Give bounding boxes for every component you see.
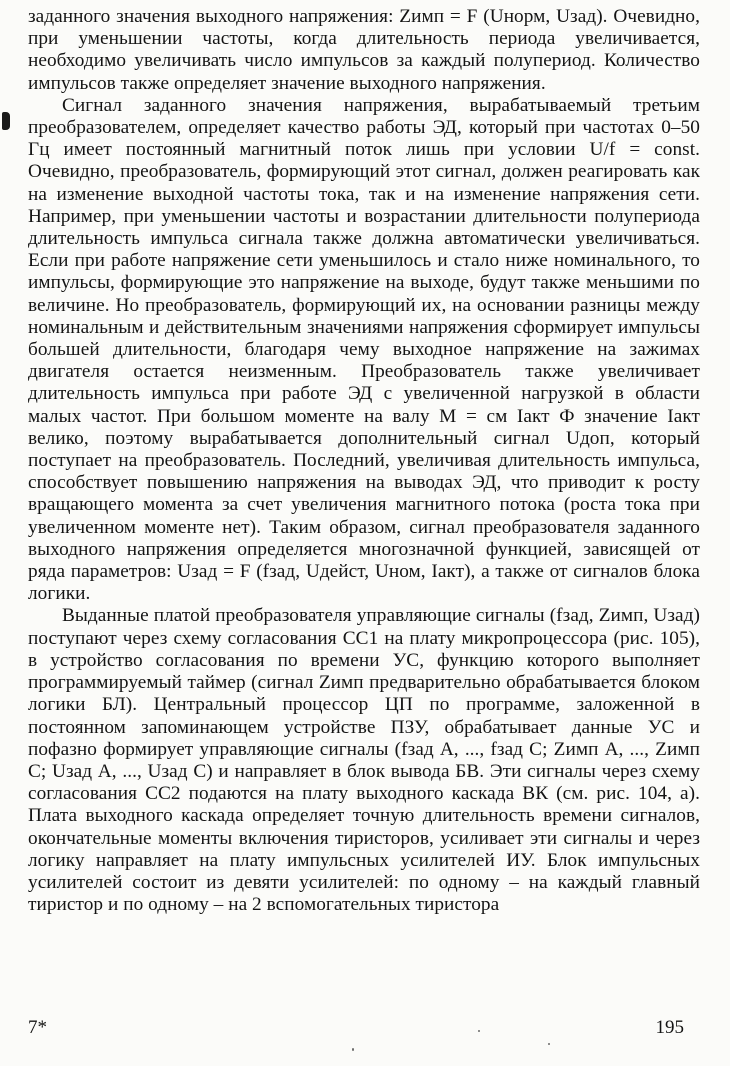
paragraph-1: заданного значения выходного напряжения: Zимп = F (Uнорм, Uзад). Очевидно, при уменьшении частоты, когда длительность периода увеличивается, необходимо увеличивать число импульсов за каждый полупериод. Количество импульсов также определяет значение выходного напряжения. <box>28 6 700 94</box>
paragraph-2: Сигнал заданного значения напряжения, вырабатываемый третьим преобразователем, определяет качество работы ЭД, который при частотах 0–50 Гц имеет постоянный магнитный поток лишь при условии U/f = const. Очевидно, преобразователь, формирующий этот сигнал, должен реагировать как на изменение выходной частоты тока, так и на изменение напряжения сети. Например, при уменьшении частоты и возрастании длительности полупериода длительность импульса сигнала также должна автоматически увеличиваться. Если при работе напряжение сети уменьшилось и стало ниже номинального, то импульсы, формирующие это напряжение на выходе, будут также меньшими по величине. Но преобразователь, формирующий их, на основании разницы между номинальным и действительным значениями напряжения сформирует импульсы большей длительности, благодаря чему выходное напряжение на зажимах двигателя остается неизменным. Преобразователь также увеличивает длительность импульса при работе ЭД с увеличенной нагрузкой в области малых частот. При большом моменте на валу M = cм Iакт Ф значение Iакт велико, поэтому вырабатывается дополнительный сигнал Uдоп, который поступает на преобразователь. Последний, увеличивая длительность импульса, способствует повышению напряжения на выводах ЭД, что приводит к росту вращающего момента за счет увеличения магнитного потока (роста тока при увеличенном моменте нет). Таким образом, сигнал преобразователя заданного выходного напряжения определяется многозначной функцией, зависящей от ряда параметров: Uзад = F (fзад, Uдейст, Uном, Iакт), а также от сигналов блока логики. <box>28 94 700 605</box>
body-text <box>28 6 700 916</box>
scan-speck <box>548 1043 550 1045</box>
paragraph-3: Выданные платой преобразователя управляющие сигналы (fзад, Zимп, Uзад) поступают через схему согласования CC1 на плату микропроцессора (рис. 105), в устройство согласования по времени УС, функцию которого выполняет программируемый таймер (сигнал Zимп предварительно обрабатывается блоком логики БЛ). Центральный процессор ЦП по программе, заложенной в постоянном запоминающем устройстве ПЗУ, обрабатывает данные УС и пофазно формирует управляющие сигналы (fзад A, ..., fзад C; Zимп A, ..., Zимп C; Uзад A, ..., Uзад C) и направляет в блок вывода БВ. Эти сигналы через схему согласования CC2 подаются на плату выходного каскада ВК (см. рис. 104, а). Плата выходного каскада определяет точную длительность времени сигналов, окончательные моменты включения тиристоров, усиливает эти сигналы и через логику направляет на плату импульсных усилителей ИУ. Блок импульсных усилителей состоит из девяти усилителей: по одному – на каждый главный тиристор и по одному – на 2 вспомогательных тиристора <box>28 605 700 916</box>
scan-speck <box>352 1048 354 1051</box>
margin-mark <box>2 112 10 130</box>
scan-speck <box>478 1030 480 1032</box>
signature-mark: 7* <box>28 1017 47 1038</box>
page-number: 195 <box>655 1017 684 1038</box>
